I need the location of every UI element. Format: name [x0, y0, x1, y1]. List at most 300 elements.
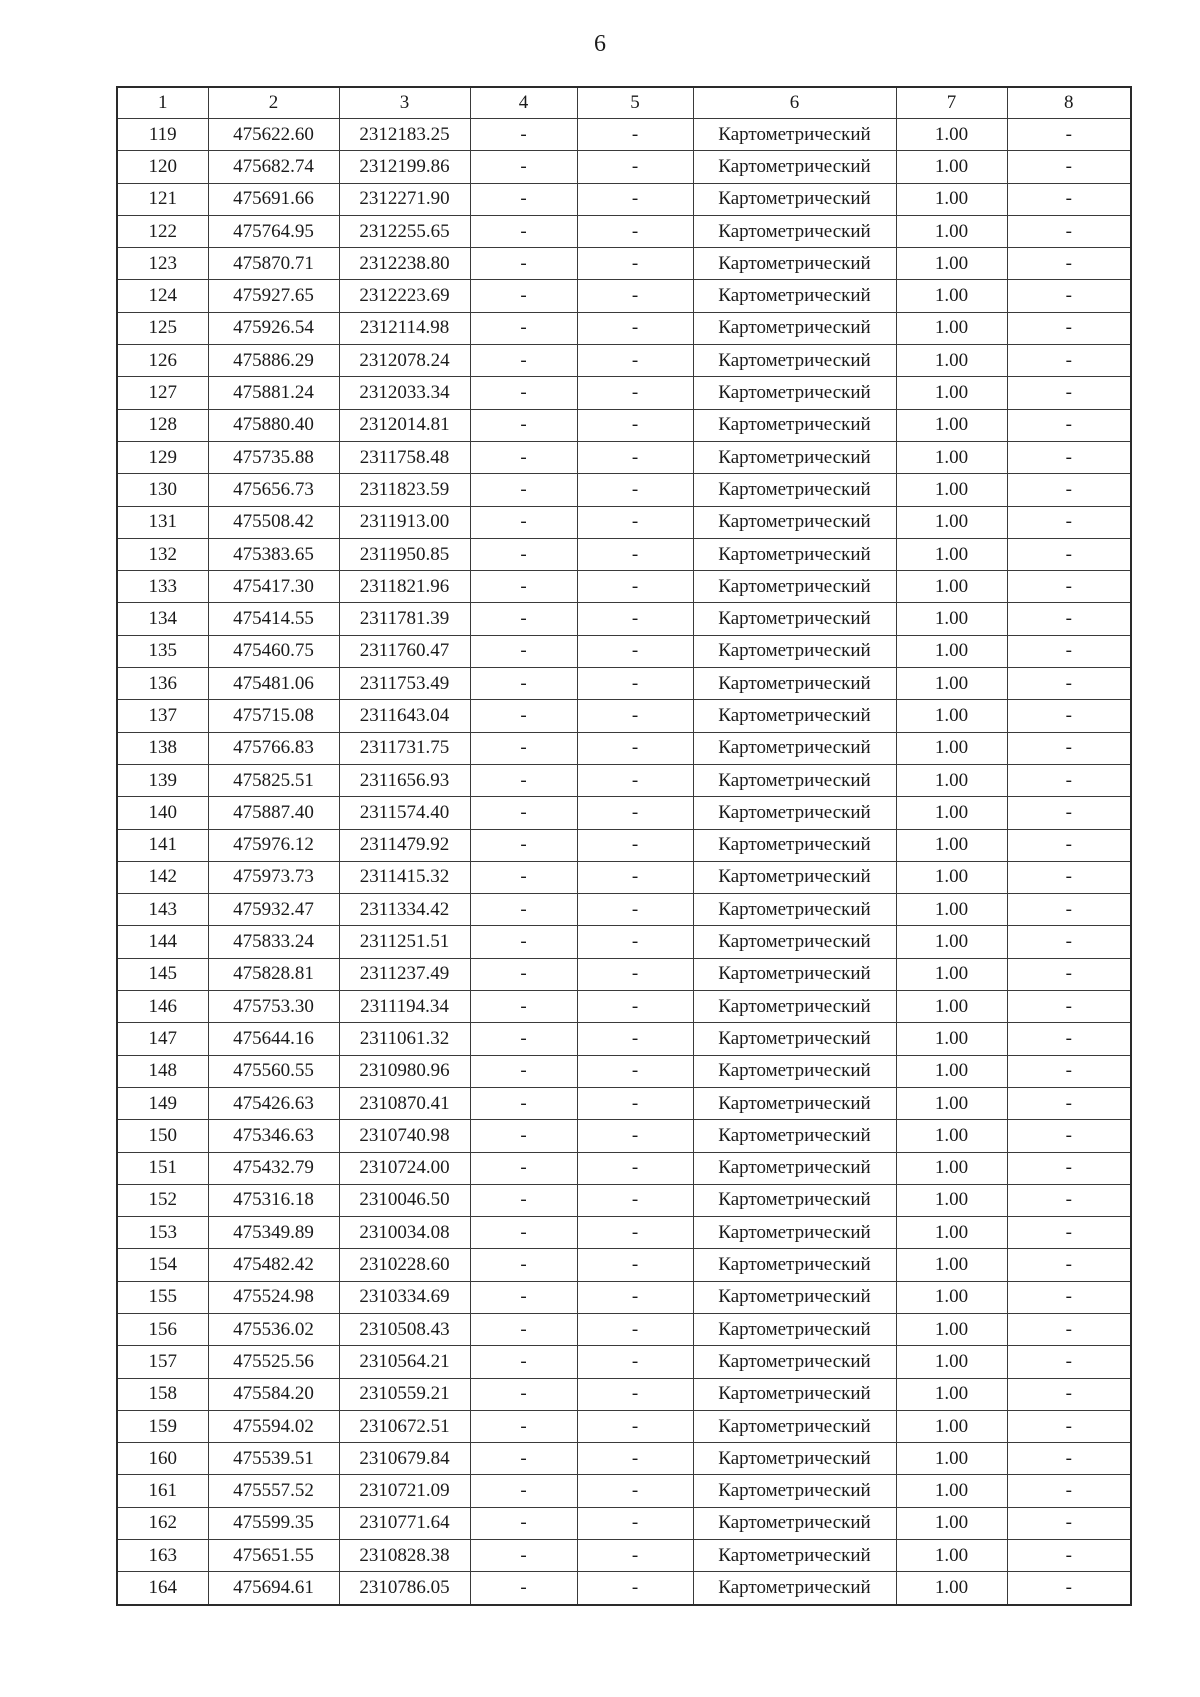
cell-col-4: - — [470, 1346, 577, 1378]
cell-col-5: - — [577, 345, 693, 377]
cell-col-4: - — [470, 732, 577, 764]
table-row — [117, 1475, 1131, 1507]
cell-col-5: - — [577, 926, 693, 958]
cell-coord-x: 475524.98 — [208, 1281, 339, 1313]
cell-coord-y: 2310771.64 — [339, 1507, 470, 1539]
cell-point-number: 157 — [117, 1346, 208, 1378]
cell-accuracy: 1.00 — [896, 958, 1007, 990]
cell-col-8: - — [1007, 1152, 1131, 1184]
header-row — [117, 87, 1131, 119]
cell-accuracy: 1.00 — [896, 1281, 1007, 1313]
cell-col-5: - — [577, 1152, 693, 1184]
table-row — [117, 1152, 1131, 1184]
cell-coord-x: 475825.51 — [208, 764, 339, 796]
cell-coord-x: 475753.30 — [208, 991, 339, 1023]
cell-col-4: - — [470, 1184, 577, 1216]
cell-coord-x: 475833.24 — [208, 926, 339, 958]
cell-method: Картометрический — [693, 119, 896, 151]
table-row — [117, 183, 1131, 215]
cell-coord-y: 2312223.69 — [339, 280, 470, 312]
cell-col-5: - — [577, 441, 693, 473]
cell-coord-y: 2312078.24 — [339, 345, 470, 377]
cell-point-number: 162 — [117, 1507, 208, 1539]
cell-col-4: - — [470, 861, 577, 893]
cell-accuracy: 1.00 — [896, 441, 1007, 473]
cell-col-5: - — [577, 1313, 693, 1345]
cell-col-5: - — [577, 506, 693, 538]
cell-coord-y: 2311479.92 — [339, 829, 470, 861]
cell-col-5: - — [577, 1087, 693, 1119]
table-row — [117, 668, 1131, 700]
cell-col-5: - — [577, 797, 693, 829]
cell-col-4: - — [470, 1281, 577, 1313]
cell-col-8: - — [1007, 1443, 1131, 1475]
cell-col-4: - — [470, 119, 577, 151]
cell-col-5: - — [577, 1281, 693, 1313]
cell-method: Картометрический — [693, 797, 896, 829]
table-row — [117, 926, 1131, 958]
cell-method: Картометрический — [693, 1249, 896, 1281]
cell-coord-y: 2311821.96 — [339, 571, 470, 603]
cell-point-number: 132 — [117, 538, 208, 570]
cell-method: Картометрический — [693, 1572, 896, 1605]
cell-col-4: - — [470, 1378, 577, 1410]
table-row — [117, 119, 1131, 151]
cell-accuracy: 1.00 — [896, 1023, 1007, 1055]
cell-accuracy: 1.00 — [896, 603, 1007, 635]
cell-col-5: - — [577, 215, 693, 247]
cell-col-8: - — [1007, 1410, 1131, 1442]
cell-col-4: - — [470, 635, 577, 667]
table-row — [117, 1023, 1131, 1055]
cell-col-5: - — [577, 377, 693, 409]
cell-point-number: 140 — [117, 797, 208, 829]
cell-accuracy: 1.00 — [896, 151, 1007, 183]
cell-col-8: - — [1007, 571, 1131, 603]
cell-method: Картометрический — [693, 603, 896, 635]
cell-col-4: - — [470, 1120, 577, 1152]
cell-col-5: - — [577, 1475, 693, 1507]
cell-col-4: - — [470, 345, 577, 377]
cell-method: Картометрический — [693, 441, 896, 473]
table-row — [117, 1540, 1131, 1572]
cell-col-8: - — [1007, 958, 1131, 990]
table-row — [117, 506, 1131, 538]
cell-coord-y: 2310034.08 — [339, 1217, 470, 1249]
table-row — [117, 377, 1131, 409]
cell-accuracy: 1.00 — [896, 1217, 1007, 1249]
table-row — [117, 1410, 1131, 1442]
table-row — [117, 1184, 1131, 1216]
cell-coord-y: 2311656.93 — [339, 764, 470, 796]
cell-method: Картометрический — [693, 1346, 896, 1378]
cell-method: Картометрический — [693, 506, 896, 538]
cell-col-8: - — [1007, 1217, 1131, 1249]
cell-col-8: - — [1007, 603, 1131, 635]
cell-coord-y: 2312033.34 — [339, 377, 470, 409]
cell-accuracy: 1.00 — [896, 797, 1007, 829]
cell-col-4: - — [470, 280, 577, 312]
cell-coord-x: 475349.89 — [208, 1217, 339, 1249]
cell-col-8: - — [1007, 635, 1131, 667]
cell-coord-y: 2310564.21 — [339, 1346, 470, 1378]
cell-accuracy: 1.00 — [896, 1087, 1007, 1119]
table-row — [117, 1281, 1131, 1313]
cell-accuracy: 1.00 — [896, 764, 1007, 796]
cell-accuracy: 1.00 — [896, 506, 1007, 538]
cell-col-8: - — [1007, 894, 1131, 926]
cell-method: Картометрический — [693, 732, 896, 764]
cell-coord-y: 2310508.43 — [339, 1313, 470, 1345]
column-header-2: 2 — [208, 87, 339, 119]
cell-col-4: - — [470, 1313, 577, 1345]
cell-col-8: - — [1007, 151, 1131, 183]
cell-col-4: - — [470, 571, 577, 603]
cell-point-number: 131 — [117, 506, 208, 538]
cell-accuracy: 1.00 — [896, 1055, 1007, 1087]
cell-coord-y: 2312238.80 — [339, 248, 470, 280]
cell-coord-y: 2312114.98 — [339, 312, 470, 344]
cell-col-5: - — [577, 474, 693, 506]
cell-accuracy: 1.00 — [896, 829, 1007, 861]
cell-point-number: 145 — [117, 958, 208, 990]
cell-col-8: - — [1007, 764, 1131, 796]
cell-accuracy: 1.00 — [896, 668, 1007, 700]
table-row — [117, 1443, 1131, 1475]
cell-coord-y: 2310870.41 — [339, 1087, 470, 1119]
cell-method: Картометрический — [693, 1023, 896, 1055]
cell-coord-x: 475656.73 — [208, 474, 339, 506]
cell-method: Картометрический — [693, 345, 896, 377]
cell-coord-y: 2310334.69 — [339, 1281, 470, 1313]
cell-col-5: - — [577, 958, 693, 990]
cell-col-4: - — [470, 1249, 577, 1281]
cell-coord-x: 475694.61 — [208, 1572, 339, 1605]
cell-point-number: 120 — [117, 151, 208, 183]
cell-accuracy: 1.00 — [896, 1475, 1007, 1507]
cell-method: Картометрический — [693, 538, 896, 570]
cell-accuracy: 1.00 — [896, 538, 1007, 570]
table-row — [117, 603, 1131, 635]
cell-point-number: 148 — [117, 1055, 208, 1087]
cell-col-8: - — [1007, 1346, 1131, 1378]
cell-col-4: - — [470, 668, 577, 700]
table-row — [117, 861, 1131, 893]
cell-coord-y: 2311781.39 — [339, 603, 470, 635]
cell-coord-y: 2312255.65 — [339, 215, 470, 247]
cell-coord-x: 475926.54 — [208, 312, 339, 344]
table-row — [117, 829, 1131, 861]
cell-col-5: - — [577, 700, 693, 732]
cell-coord-x: 475414.55 — [208, 603, 339, 635]
cell-accuracy: 1.00 — [896, 1152, 1007, 1184]
cell-method: Картометрический — [693, 991, 896, 1023]
cell-method: Картометрический — [693, 1540, 896, 1572]
cell-col-4: - — [470, 926, 577, 958]
cell-col-4: - — [470, 506, 577, 538]
table-row — [117, 991, 1131, 1023]
cell-method: Картометрический — [693, 1313, 896, 1345]
cell-point-number: 121 — [117, 183, 208, 215]
cell-col-5: - — [577, 732, 693, 764]
cell-accuracy: 1.00 — [896, 280, 1007, 312]
cell-coord-y: 2310679.84 — [339, 1443, 470, 1475]
cell-coord-x: 475460.75 — [208, 635, 339, 667]
cell-point-number: 153 — [117, 1217, 208, 1249]
cell-method: Картометрический — [693, 1410, 896, 1442]
cell-col-4: - — [470, 700, 577, 732]
cell-coord-y: 2310724.00 — [339, 1152, 470, 1184]
cell-col-4: - — [470, 248, 577, 280]
cell-col-8: - — [1007, 1572, 1131, 1605]
cell-col-8: - — [1007, 312, 1131, 344]
cell-col-8: - — [1007, 700, 1131, 732]
cell-point-number: 138 — [117, 732, 208, 764]
cell-point-number: 142 — [117, 861, 208, 893]
cell-coord-y: 2311237.49 — [339, 958, 470, 990]
cell-col-5: - — [577, 1410, 693, 1442]
cell-col-5: - — [577, 151, 693, 183]
cell-point-number: 126 — [117, 345, 208, 377]
cell-point-number: 122 — [117, 215, 208, 247]
cell-method: Картометрический — [693, 635, 896, 667]
cell-point-number: 135 — [117, 635, 208, 667]
cell-point-number: 128 — [117, 409, 208, 441]
cell-accuracy: 1.00 — [896, 345, 1007, 377]
cell-coord-x: 475560.55 — [208, 1055, 339, 1087]
cell-col-8: - — [1007, 248, 1131, 280]
cell-point-number: 164 — [117, 1572, 208, 1605]
cell-col-5: - — [577, 1217, 693, 1249]
cell-method: Картометрический — [693, 668, 896, 700]
cell-method: Картометрический — [693, 861, 896, 893]
cell-col-4: - — [470, 312, 577, 344]
cell-method: Картометрический — [693, 926, 896, 958]
table-row — [117, 1313, 1131, 1345]
table-row — [117, 1249, 1131, 1281]
cell-accuracy: 1.00 — [896, 926, 1007, 958]
cell-point-number: 133 — [117, 571, 208, 603]
cell-col-8: - — [1007, 732, 1131, 764]
cell-accuracy: 1.00 — [896, 474, 1007, 506]
cell-point-number: 137 — [117, 700, 208, 732]
cell-method: Картометрический — [693, 1217, 896, 1249]
cell-coord-x: 475417.30 — [208, 571, 339, 603]
cell-col-5: - — [577, 538, 693, 570]
cell-method: Картометрический — [693, 1184, 896, 1216]
cell-coord-y: 2310559.21 — [339, 1378, 470, 1410]
cell-col-8: - — [1007, 474, 1131, 506]
cell-coord-x: 475594.02 — [208, 1410, 339, 1442]
cell-col-5: - — [577, 861, 693, 893]
cell-accuracy: 1.00 — [896, 1249, 1007, 1281]
cell-coord-x: 475536.02 — [208, 1313, 339, 1345]
cell-col-8: - — [1007, 119, 1131, 151]
cell-col-4: - — [470, 1540, 577, 1572]
cell-coord-x: 475715.08 — [208, 700, 339, 732]
cell-col-5: - — [577, 1572, 693, 1605]
table-row — [117, 409, 1131, 441]
cell-point-number: 156 — [117, 1313, 208, 1345]
cell-coord-x: 475870.71 — [208, 248, 339, 280]
cell-col-8: - — [1007, 538, 1131, 570]
table-row — [117, 571, 1131, 603]
table-row — [117, 1507, 1131, 1539]
table-row — [117, 248, 1131, 280]
cell-method: Картометрический — [693, 215, 896, 247]
cell-coord-y: 2311251.51 — [339, 926, 470, 958]
cell-method: Картометрический — [693, 248, 896, 280]
cell-method: Картометрический — [693, 1152, 896, 1184]
coordinates-table — [116, 86, 1132, 1606]
cell-method: Картометрический — [693, 183, 896, 215]
cell-col-4: - — [470, 409, 577, 441]
cell-coord-x: 475426.63 — [208, 1087, 339, 1119]
column-header-8: 8 — [1007, 87, 1131, 119]
cell-col-5: - — [577, 635, 693, 667]
table-row — [117, 958, 1131, 990]
cell-point-number: 136 — [117, 668, 208, 700]
cell-col-5: - — [577, 991, 693, 1023]
cell-point-number: 124 — [117, 280, 208, 312]
cell-col-4: - — [470, 1023, 577, 1055]
cell-point-number: 158 — [117, 1378, 208, 1410]
table-body — [117, 119, 1131, 1605]
cell-col-4: - — [470, 1410, 577, 1442]
cell-coord-y: 2311913.00 — [339, 506, 470, 538]
cell-col-8: - — [1007, 377, 1131, 409]
cell-coord-x: 475599.35 — [208, 1507, 339, 1539]
cell-col-5: - — [577, 1120, 693, 1152]
cell-point-number: 143 — [117, 894, 208, 926]
table-row — [117, 312, 1131, 344]
cell-coord-x: 475976.12 — [208, 829, 339, 861]
cell-accuracy: 1.00 — [896, 312, 1007, 344]
cell-coord-y: 2310046.50 — [339, 1184, 470, 1216]
cell-coord-y: 2311415.32 — [339, 861, 470, 893]
cell-col-8: - — [1007, 506, 1131, 538]
cell-point-number: 139 — [117, 764, 208, 796]
cell-accuracy: 1.00 — [896, 861, 1007, 893]
cell-col-5: - — [577, 829, 693, 861]
cell-col-4: - — [470, 1572, 577, 1605]
cell-col-5: - — [577, 603, 693, 635]
cell-col-5: - — [577, 248, 693, 280]
page-number: 6 — [594, 31, 606, 57]
cell-method: Картометрический — [693, 829, 896, 861]
cell-col-5: - — [577, 280, 693, 312]
cell-accuracy: 1.00 — [896, 119, 1007, 151]
table-row — [117, 764, 1131, 796]
cell-col-8: - — [1007, 345, 1131, 377]
table-row — [117, 1120, 1131, 1152]
cell-col-4: - — [470, 377, 577, 409]
cell-col-8: - — [1007, 829, 1131, 861]
cell-col-4: - — [470, 797, 577, 829]
cell-col-5: - — [577, 1249, 693, 1281]
column-header-7: 7 — [896, 87, 1007, 119]
cell-coord-x: 475508.42 — [208, 506, 339, 538]
cell-method: Картометрический — [693, 571, 896, 603]
cell-point-number: 152 — [117, 1184, 208, 1216]
cell-coord-x: 475316.18 — [208, 1184, 339, 1216]
cell-method: Картометрический — [693, 1507, 896, 1539]
cell-col-5: - — [577, 764, 693, 796]
column-header-3: 3 — [339, 87, 470, 119]
cell-coord-y: 2311643.04 — [339, 700, 470, 732]
cell-col-8: - — [1007, 215, 1131, 247]
cell-coord-y: 2311194.34 — [339, 991, 470, 1023]
cell-coord-y: 2312199.86 — [339, 151, 470, 183]
cell-coord-x: 475973.73 — [208, 861, 339, 893]
cell-accuracy: 1.00 — [896, 635, 1007, 667]
cell-accuracy: 1.00 — [896, 894, 1007, 926]
cell-col-8: - — [1007, 1249, 1131, 1281]
cell-accuracy: 1.00 — [896, 1120, 1007, 1152]
cell-col-8: - — [1007, 668, 1131, 700]
cell-accuracy: 1.00 — [896, 700, 1007, 732]
cell-accuracy: 1.00 — [896, 1410, 1007, 1442]
cell-col-8: - — [1007, 280, 1131, 312]
column-header-4: 4 — [470, 87, 577, 119]
table-row — [117, 700, 1131, 732]
cell-col-5: - — [577, 409, 693, 441]
cell-method: Картометрический — [693, 1055, 896, 1087]
cell-point-number: 155 — [117, 1281, 208, 1313]
cell-method: Картометрический — [693, 700, 896, 732]
cell-col-8: - — [1007, 441, 1131, 473]
cell-method: Картометрический — [693, 312, 896, 344]
cell-method: Картометрический — [693, 764, 896, 796]
cell-accuracy: 1.00 — [896, 1378, 1007, 1410]
cell-accuracy: 1.00 — [896, 1540, 1007, 1572]
table-row — [117, 797, 1131, 829]
cell-col-5: - — [577, 119, 693, 151]
cell-col-4: - — [470, 1152, 577, 1184]
cell-point-number: 150 — [117, 1120, 208, 1152]
cell-col-4: - — [470, 991, 577, 1023]
cell-col-8: - — [1007, 1281, 1131, 1313]
cell-point-number: 146 — [117, 991, 208, 1023]
cell-col-5: - — [577, 668, 693, 700]
cell-coord-y: 2311760.47 — [339, 635, 470, 667]
cell-coord-x: 475383.65 — [208, 538, 339, 570]
cell-coord-x: 475481.06 — [208, 668, 339, 700]
cell-accuracy: 1.00 — [896, 183, 1007, 215]
cell-coord-y: 2310980.96 — [339, 1055, 470, 1087]
cell-accuracy: 1.00 — [896, 732, 1007, 764]
cell-col-8: - — [1007, 991, 1131, 1023]
cell-col-5: - — [577, 312, 693, 344]
cell-accuracy: 1.00 — [896, 571, 1007, 603]
cell-method: Картометрический — [693, 377, 896, 409]
cell-point-number: 151 — [117, 1152, 208, 1184]
table-row — [117, 1378, 1131, 1410]
cell-point-number: 159 — [117, 1410, 208, 1442]
cell-accuracy: 1.00 — [896, 1443, 1007, 1475]
cell-point-number: 134 — [117, 603, 208, 635]
cell-coord-y: 2312271.90 — [339, 183, 470, 215]
cell-coord-x: 475735.88 — [208, 441, 339, 473]
cell-col-5: - — [577, 1507, 693, 1539]
cell-method: Картометрический — [693, 1120, 896, 1152]
cell-col-8: - — [1007, 1507, 1131, 1539]
cell-col-8: - — [1007, 1475, 1131, 1507]
cell-accuracy: 1.00 — [896, 1507, 1007, 1539]
cell-col-5: - — [577, 1055, 693, 1087]
cell-coord-x: 475691.66 — [208, 183, 339, 215]
cell-coord-x: 475622.60 — [208, 119, 339, 151]
